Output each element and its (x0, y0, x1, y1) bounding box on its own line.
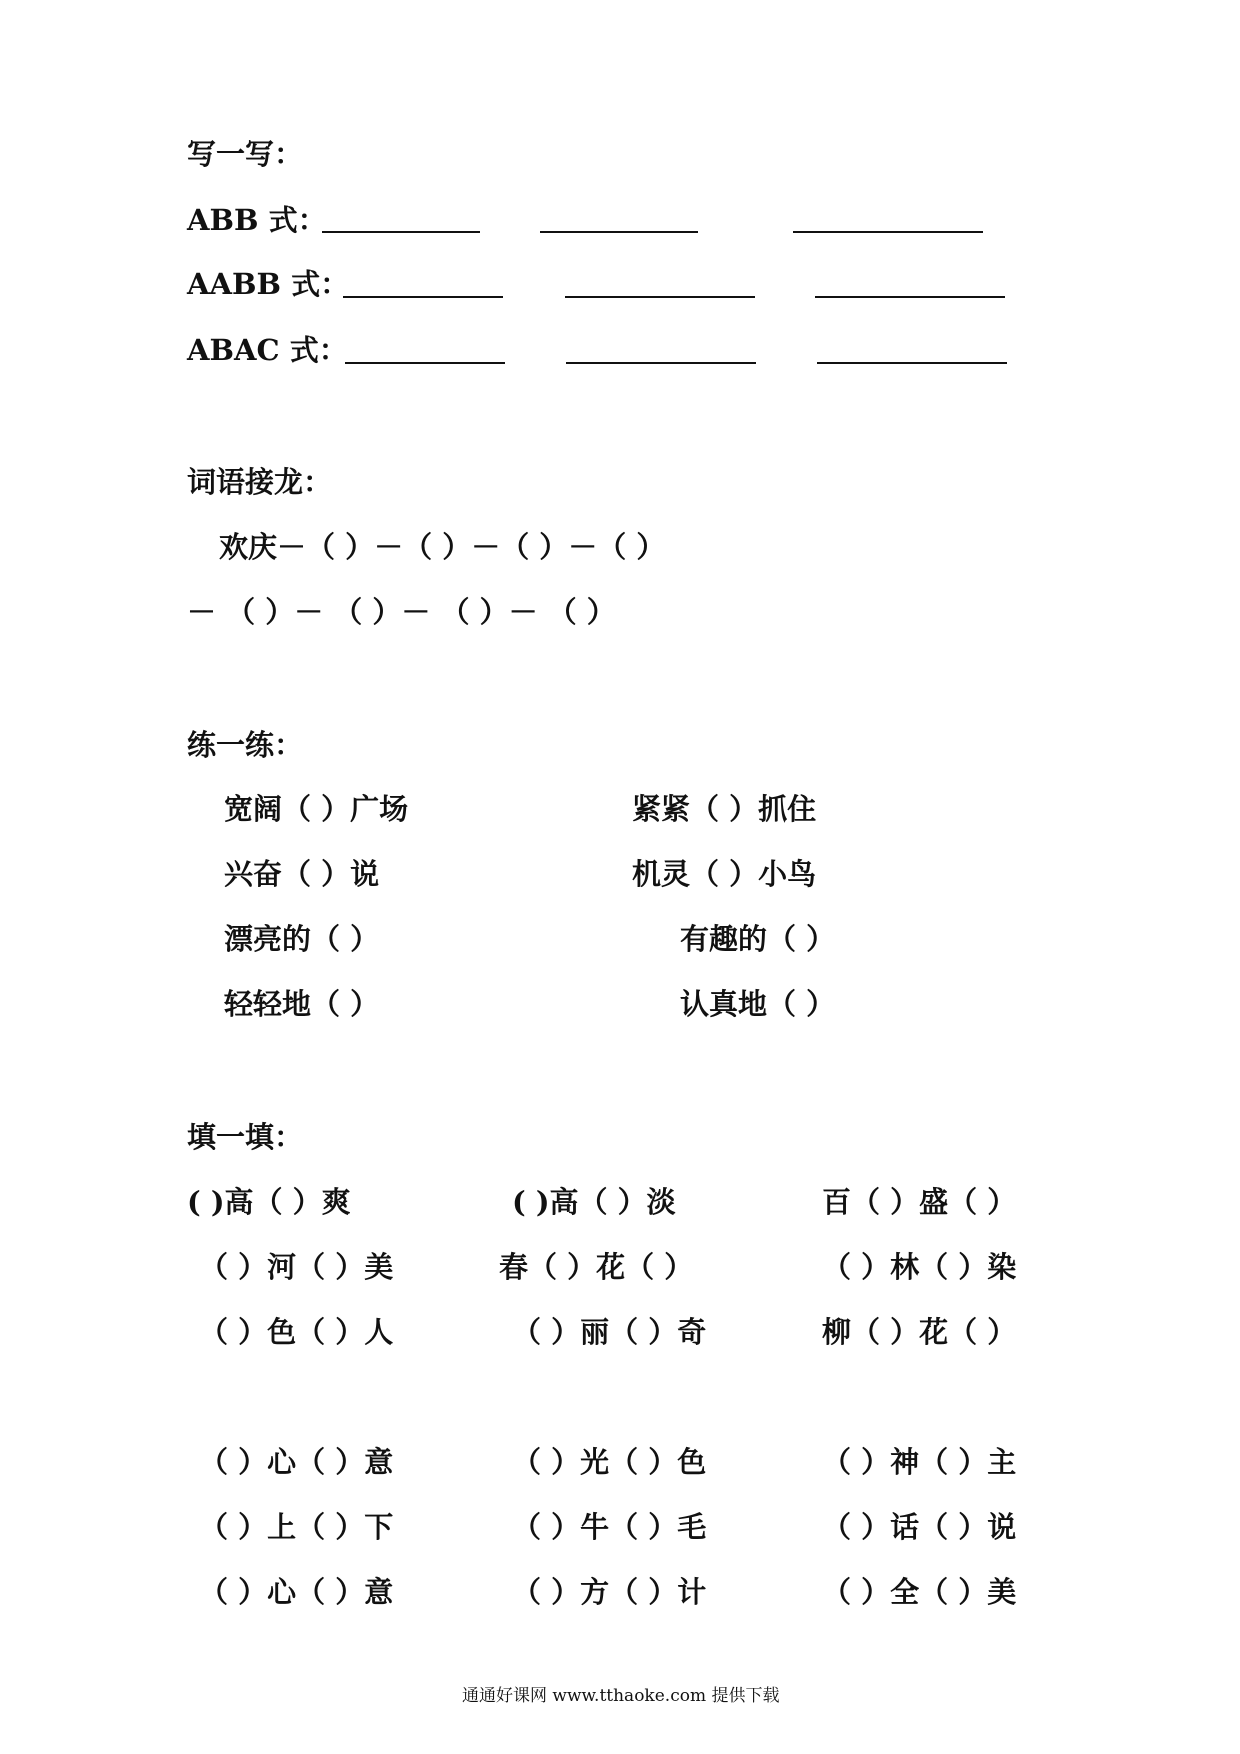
fill-r6-c1: （ ）心（ ）意 (199, 1575, 394, 1609)
fill-r6-c3: （ ）全（ ）美 (822, 1575, 1017, 1609)
fill-r4-c3: （ ）神（ ）主 (822, 1445, 1017, 1479)
fill-r5-c1: （ ）上（ ）下 (199, 1510, 394, 1544)
practice-item-1: 宽阔（ ）广场 (224, 792, 409, 826)
abac-blank-3[interactable] (817, 362, 1007, 364)
abb-label: ABB 式： (187, 203, 327, 237)
fill-r5-c3: （ ）话（ ）说 (822, 1510, 1017, 1544)
fill-r2-c2: 春（ ）花（ ） (499, 1250, 694, 1284)
chain-heading: 词语接龙： (187, 465, 333, 499)
fill-heading: 填一填： (187, 1120, 304, 1154)
practice-item-3: 兴奋（ ）说 (224, 857, 380, 891)
abac-blank-1[interactable] (345, 362, 505, 364)
practice-item-8: 认真地（ ） (680, 987, 836, 1021)
practice-item-7: 轻轻地（ ） (224, 987, 380, 1021)
fill-r4-c2: （ ）光（ ）色 (512, 1445, 707, 1479)
abac-blank-2[interactable] (566, 362, 756, 364)
write-heading: 写一写： (187, 137, 304, 171)
fill-r1-c1: ( )高（ ）爽 (187, 1185, 351, 1219)
fill-r6-c2: （ ）方（ ）计 (512, 1575, 707, 1609)
fill-r3-c2: （ ）丽（ ）奇 (512, 1315, 707, 1349)
abac-label: ABAC 式： (187, 333, 348, 367)
practice-item-2: 紧紧（ ）抓住 (632, 792, 817, 826)
chain-line-2: － （ ）－ （ ）－ （ ）－ （ ） (187, 595, 616, 629)
aabb-blank-1[interactable] (343, 296, 503, 298)
practice-heading: 练一练： (187, 728, 304, 762)
fill-r2-c3: （ ）林（ ）染 (822, 1250, 1017, 1284)
aabb-blank-3[interactable] (815, 296, 1005, 298)
fill-r1-c3: 百（ ）盛（ ） (822, 1185, 1017, 1219)
fill-r3-c1: （ ）色（ ）人 (199, 1315, 394, 1349)
page-footer: 通通好课网 www.tthaoke.com 提供下载 (462, 1686, 780, 1706)
chain-line-1: 欢庆－（ ）－（ ）－（ ）－（ ） (219, 530, 666, 564)
aabb-blank-2[interactable] (565, 296, 755, 298)
practice-item-6: 有趣的（ ） (680, 922, 836, 956)
practice-item-4: 机灵（ ）小鸟 (632, 857, 817, 891)
practice-item-5: 漂亮的（ ） (224, 922, 380, 956)
fill-r3-c3: 柳（ ）花（ ） (822, 1315, 1017, 1349)
aabb-label: AABB 式： (187, 267, 350, 301)
fill-r4-c1: （ ）心（ ）意 (199, 1445, 394, 1479)
abb-blank-3[interactable] (793, 231, 983, 233)
abb-blank-1[interactable] (322, 231, 480, 233)
fill-r2-c1: （ ）河（ ）美 (199, 1250, 394, 1284)
fill-r1-c2: ( )高（ ）淡 (512, 1185, 676, 1219)
abb-blank-2[interactable] (540, 231, 698, 233)
fill-r5-c2: （ ）牛（ ）毛 (512, 1510, 707, 1544)
